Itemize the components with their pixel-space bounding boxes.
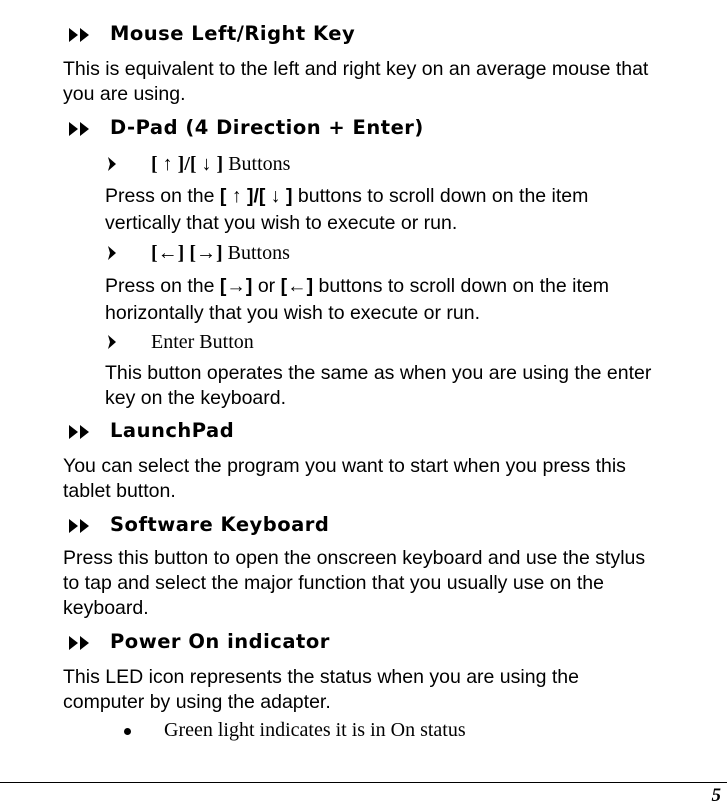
double-arrow-bullet-icon xyxy=(67,27,93,43)
body-line: Press this button to open the onscreen keyboard and use the stylus xyxy=(63,547,646,569)
chevron-bullet-icon xyxy=(106,334,118,350)
body-line: tablet button. xyxy=(63,480,176,502)
section-title-software-keyboard: Software Keyboard xyxy=(110,513,330,536)
body-line: keyboard. xyxy=(63,597,149,619)
body-line: This is equivalent to the left and right key on an average mouse that xyxy=(63,58,649,80)
chevron-bullet-icon xyxy=(106,156,118,172)
dpad-enter-heading: Enter Button xyxy=(151,331,254,353)
footer-divider xyxy=(0,782,727,783)
dpad-updown-desc-line: Press on the [ ↑ ]/[ ↓ ] buttons to scroll down on the item xyxy=(105,185,589,207)
body-line: You can select the program you want to start when you press this xyxy=(63,455,626,477)
section-title-power-indicator: Power On indicator xyxy=(110,630,330,653)
dpad-updown-heading: [ ↑ ]/[ ↓ ] Buttons xyxy=(151,153,291,175)
body-line: you are using. xyxy=(63,83,186,105)
dpad-enter-desc-line: This button operates the same as when you are using the enter xyxy=(105,362,652,384)
body-line: computer by using the adapter. xyxy=(63,691,331,713)
body-line: to tap and select the major function that you usually use on the xyxy=(63,572,604,594)
dpad-leftright-desc-line: horizontally that you wish to execute or run. xyxy=(105,302,481,324)
double-arrow-bullet-icon xyxy=(67,424,93,440)
page-number: 5 xyxy=(711,785,721,806)
section-title-dpad: D-Pad (4 Direction + Enter) xyxy=(110,116,424,139)
double-arrow-bullet-icon xyxy=(67,121,93,137)
section-title-launchpad: LaunchPad xyxy=(110,419,235,442)
double-arrow-bullet-icon xyxy=(67,635,93,651)
double-arrow-bullet-icon xyxy=(67,518,93,534)
chevron-bullet-icon xyxy=(106,245,118,261)
dpad-leftright-heading: [←] [→] Buttons xyxy=(151,242,290,264)
body-line: This LED icon represents the status when you are using the xyxy=(63,666,579,688)
section-title-mouse-key: Mouse Left/Right Key xyxy=(110,22,356,45)
power-status-bullet: Green light indicates it is in On status xyxy=(164,719,466,741)
dpad-updown-desc-line: vertically that you wish to execute or run. xyxy=(105,212,458,234)
dpad-enter-desc-line: key on the keyboard. xyxy=(105,387,287,409)
dpad-leftright-desc-line: Press on the [→] or [←] buttons to scroll down on the item xyxy=(105,275,610,297)
round-bullet-icon xyxy=(124,728,131,735)
